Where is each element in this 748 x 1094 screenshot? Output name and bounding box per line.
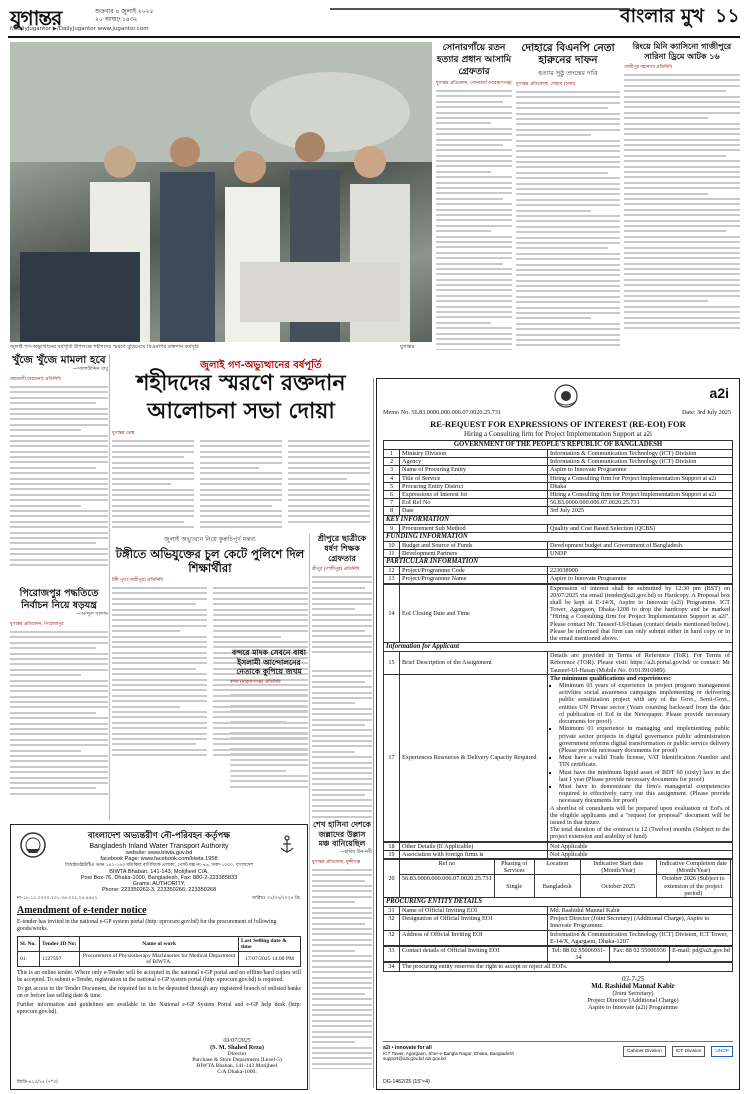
a2i-doc: [383, 440, 733, 1011]
a2i-code: DG-1462/25 (15"×4): [383, 1079, 430, 1085]
table-row: [384, 458, 733, 466]
body-khuje: [10, 386, 108, 576]
biwta-phone: Phone: 223350262-3, 223350266, 223350268: [101, 887, 217, 893]
social-links[interactable]: f/DailyJugantor ▶/DailyJugantor www.jugantor.com: [10, 26, 149, 32]
biwta-td-sl: 01.: [18, 952, 40, 967]
table-cell: 19: [384, 850, 400, 858]
table-row: [384, 550, 733, 558]
byline-tongi: টঙ্গী পূর্ব (গাজীপুর) প্রতিনিধি: [112, 578, 163, 583]
a2i-sched-c2: Bangladesh: [534, 875, 580, 898]
table-cell: Procurement Sub Method: [400, 524, 548, 532]
a2i-row17-tail-2: The total duration of the contract is 12 (Twelve) months (Subject to the project extension and arability of fund): [550, 826, 730, 841]
table-cell: Designation of Official Inviting EOI: [400, 915, 548, 930]
headline-pirojpur: পিরোজপুর পদ্ধতিতে নির্বাচন নিয়ে ষড়যন্ত্র: [19, 588, 99, 611]
headline-harun: দোহারে বিএনপি নেতা হারুনের দাফন: [521, 42, 615, 66]
table-cell: Hiring a Consulting firm for Project Implementation Support at a2i: [548, 491, 733, 499]
a2i-row34-text: The procuring entity reserves the right to accept or reject all EOI's.: [400, 963, 733, 971]
table-cell: Budget and Source of Funds: [400, 541, 548, 549]
a2i-row33-label: Contact details of Official Inviting EOI: [400, 946, 548, 961]
column-rule: [309, 534, 310, 1090]
a2i-row17-list: [559, 682, 730, 804]
table-cell: 32: [384, 915, 400, 930]
table-cell: 13: [384, 575, 400, 583]
table-cell: Association with foreign firms is: [400, 850, 548, 858]
table-cell: Not Applicable: [548, 842, 733, 850]
biwta-name-en: Bangladesh Inland Water Transport Authority: [89, 843, 229, 850]
table-row: [384, 859, 733, 897]
biwta-th-sl: Sl. No.: [18, 937, 40, 952]
table-cell: 31: [384, 906, 400, 914]
table-cell: Aspire to Innovate Programme: [548, 466, 733, 474]
biwta-signature-date: 03/07/2025: [223, 1038, 251, 1044]
table-row: [384, 915, 733, 930]
biwta-th-id: Tender ID No:: [40, 937, 80, 952]
table-cell: 12: [384, 567, 400, 575]
biwta-signer-title-4: C/A Dhaka-1000.: [217, 1069, 257, 1075]
byline-harun: যুগান্তর প্রতিবেদক, দোহার (ঢাকা): [516, 82, 576, 87]
a2i-sched-h0: Ref no: [400, 859, 495, 874]
a2i-footer-line-2: ICT Tower, Agargaon, Sher-e-Bangla Nagar, Dhaka, Bangladesh: [383, 1051, 515, 1056]
table-row: [384, 842, 733, 850]
table-row: [384, 482, 733, 490]
biwta-address-1: BIWTA Bhaban, 141-143, Motijheel C/A,: [109, 869, 209, 875]
biwta-emblem-icon: [19, 831, 47, 859]
biwta-address-bn: বিআইডব্লিউটিএ ভবন ১৪১-১৪৩ মতিঝিল বাণিজ্যিক এলাকা, পোস্ট বক্স নং-৭৬, ঢাকা-১০০০, বাংলাদেশ: [64, 863, 254, 868]
a2i-row14-label: EoI Closing Date and Time: [400, 584, 548, 643]
a2i-footer-line-3[interactable]: support@a2i.gov.bd a2i.gov.bd: [383, 1056, 446, 1061]
a2i-sched-c4: October 2026 (Subject to extension of the project period): [656, 875, 730, 898]
a2i-logo: a2i: [709, 385, 729, 401]
a2i-row33-fax: Fax: 88 02 55006936: [610, 946, 670, 961]
table-row: [384, 450, 733, 458]
body-banner: [112, 440, 370, 530]
masthead-rule: [330, 8, 630, 10]
a2i-schedule-head: [400, 859, 731, 874]
a2i-table-other: [383, 842, 733, 859]
a2i-table-row33: [383, 946, 733, 962]
story-harun: [516, 42, 620, 372]
biwta-signature-block: [177, 1038, 297, 1075]
table-cell: 7: [384, 499, 400, 507]
banner-headline: শহীদদের স্মরণে রক্তদান আলোচনা সভা দোয়া: [136, 371, 346, 424]
sub-pirojpur: —আব্দুল সালাম: [75, 611, 108, 617]
biwta-para-3: Further information and guidelines are available in the National e-GP System Portal and e-GP help desk (http: eprocure.gov.bd).: [17, 1002, 301, 1015]
biwta-signer-name: (S. M. Shahed Reza): [210, 1044, 264, 1051]
list-item: ▪ Must have a valid Trade license, VAT Identification Number and TIN certificate.: [559, 754, 730, 768]
a2i-signer-title-3: Aspire to Innovate (a2i) Programme: [588, 1003, 678, 1011]
a2i-row17-cell: [548, 674, 733, 841]
table-cell: 56.83.0000.000.006.07.0020.25.731: [548, 499, 733, 507]
a2i-table-general: [383, 449, 733, 516]
body-bandar: [230, 689, 308, 789]
table-cell: 6: [384, 491, 400, 499]
table-row: [384, 491, 733, 499]
table-cell: Project/Programme Name: [400, 575, 548, 583]
a2i-table-key: [383, 524, 733, 533]
a2i-sched-c1: Single: [494, 875, 534, 898]
date-line-1: শুক্রবার ৪ জুলাই ২০২৫: [95, 8, 154, 15]
headline-sreepur: শ্রীপুরে ছাত্রীকে ধর্ষণ শিক্ষক গ্রেফতার: [317, 534, 367, 563]
byline-bandar: বন্দর (নারায়ণগঞ্জ) প্রতিনিধি: [230, 679, 281, 685]
biwta-th-date: Last Selling date & time: [239, 937, 301, 952]
a2i-memo: Memo No. 56.83.0000.000.006.07.0020.25.731: [383, 409, 502, 416]
byline-sreepur: শ্রীপুর (গাজীপুর) প্রতিনিধি: [312, 567, 360, 572]
body-sarina: [624, 74, 740, 344]
table-row: [384, 674, 733, 841]
list-item: ▪ Minimum 01 experience in managing and implementing public private sector projects in digital governance public administration government reforms digital transformation or public service delivery (Please provide necessary documents for proof): [559, 725, 730, 754]
newspaper-logo: যুগান্তর: [10, 6, 62, 30]
a2i-sec-part: PARTICULAR INFORMATION: [383, 558, 733, 566]
table-row: [384, 930, 733, 945]
biwta-heading: Amendment of e-tender notice: [17, 905, 147, 916]
byline-pirojpur: যুগান্তর প্রতিবেদন, পিরোজপুর: [10, 622, 64, 627]
biwta-intro: E-tender has invited in the national e-GP system portal (http: eprocure.gov.bd) for the procurement of following goods/works.: [17, 919, 277, 932]
a2i-subtitle: Hiring a Consulting firm for Project Implementation Support at a2i: [464, 430, 652, 438]
a2i-table-row14: [383, 584, 733, 644]
table-cell: EoI Ref No: [400, 499, 548, 507]
table-row: [384, 946, 733, 961]
a2i-row17-label: Experiences Resources & Delivery Capacity Required: [400, 674, 548, 841]
byline-khuje: আমতলী (বরগুনা) প্রতিনিধি: [10, 377, 61, 382]
a2i-sched-h3: Indicative Start date (Month/Year): [580, 859, 656, 874]
table-row: [400, 875, 731, 898]
biwta-name-bn: বাংলাদেশ অভ্যন্তরীণ নৌ-পরিবহন কর্তৃপক্ষ: [87, 831, 231, 841]
headline-tongi: টঙ্গীতে অভিযুক্তের চুল কেটে পুলিশে দিল শিক্ষার্থীরা: [115, 547, 305, 575]
a2i-signature-date: 03-7-25: [621, 974, 645, 983]
a2i-date: Date: 3rd July 2025: [682, 409, 731, 416]
table-cell: 3: [384, 466, 400, 474]
a2i-table-row34: [383, 962, 733, 971]
a2i-schedule-table: [399, 859, 731, 898]
table-cell: 4: [384, 474, 400, 482]
a2i-row15-text: Details are provided in Terms of Reference (ToR). For Terms of Reference (TOR). Please visit: https://a2i.portal.gov.bd/ or contact: Mr Tauseef-Ul-Hasan (Mobile No. 01913916989).: [548, 652, 733, 675]
a2i-row15-no: 15: [384, 652, 400, 675]
table-row: [384, 541, 733, 549]
a2i-sec-fund: FUNDING INFORMATION: [383, 533, 733, 541]
subhead-harun: হত্যার সুষ্ঠু তদন্তের দাবি: [538, 69, 598, 77]
a2i-table-fund: [383, 541, 733, 558]
a2i-row17-no: 17: [384, 674, 400, 841]
a2i-table-proc: [383, 906, 733, 946]
table-row: [18, 952, 301, 967]
body-sreepur-cont: [312, 670, 372, 820]
a2i-row20-no: 20: [384, 859, 400, 897]
table-cell: Hiring a Consulting firm for Project Implementation Support at a2i: [548, 474, 733, 482]
ict-logo-icon: ICT Division: [672, 1046, 706, 1057]
byline-sonargaon: যুগান্তর প্রতিবেদন, সোনারগাঁ (নারায়ণগঞ্জ): [436, 81, 512, 86]
a2i-table-row15: [383, 651, 733, 841]
biwta-memo-row: [17, 895, 301, 903]
biwta-td-date: 17/07/2025 14.00 PM: [239, 952, 301, 967]
biwta-ad: [10, 824, 308, 1090]
story-sarina: [624, 42, 740, 372]
masthead: [0, 0, 748, 36]
table-cell: Development budget and Government of Bangladesh.: [548, 541, 733, 549]
biwta-table-head: [18, 937, 301, 952]
photo-scene: [10, 42, 432, 342]
bangladesh-emblem-icon: [553, 383, 579, 409]
a2i-gov-header: GOVERNMENT OF THE PEOPLE'S REPUBLIC OF BANGLADESH: [383, 440, 733, 449]
headline-hasina: শেখ হাসিনা দেশকে জল্লাদের উল্লাস মঞ্চ বানিয়েছিল: [313, 820, 371, 849]
body-sonargaon: [436, 90, 512, 350]
biwta-td-id: 1127597: [40, 952, 80, 967]
story-pirojpur: [10, 588, 108, 818]
top-photo-credit: যুগান্তর: [400, 344, 415, 350]
date-line-2: ২০ আষাঢ় ১৪৩২: [95, 16, 138, 23]
kicker-tongi: জুলাই অভ্যুত্থান নিয়ে কুরুচিপূর্ণ মন্তব্য: [164, 536, 256, 543]
byline-banner: যুগান্তর ডেস্ক: [112, 431, 135, 436]
top-photo: [10, 42, 432, 342]
top-photo-caption: জুলাই গণ-অভ্যুত্থানের বর্ষপূর্তি উপলক্ষে শহীদদের স্মরণে বুড়িচংয়ে বিএনপির রক্তদান কর্মসূচি: [10, 344, 200, 350]
a2i-row33-tel: Tel: 88 02 55006931-34: [548, 946, 610, 961]
table-cell: Ministry Division: [400, 450, 548, 458]
table-row: [384, 963, 733, 971]
headline-sonargaon: সোনারগাঁয়ে রতন হত্যার প্রধান আসামি গ্রেফতার: [436, 43, 512, 77]
table-cell: Address of Official Inviting EOI: [400, 930, 548, 945]
a2i-row33-no: 33: [384, 946, 400, 961]
headline-sarina: রিংয়ে মিনি ক্যাসিনো গাজীপুরে সারিনা ড্রিমে আটক ১৬: [632, 42, 732, 61]
banner-kicker: জুলাই গণ-অভ্যুত্থানের বর্ষপূর্তি: [200, 360, 322, 371]
table-cell: Name of Official Inviting EOI: [400, 906, 548, 914]
a2i-signer-name: Md. Rashidul Mannaf Kabir: [591, 982, 675, 990]
biwta-para-1: This is an online tender. Where only e-Tender will be accepted in the national e-GP portal and no offline/hard copies will be accepted. To submit e-Tender, registration in the national e-GP system portal (http: eprocure.gov.bd) is required.: [17, 970, 301, 983]
table-row: [384, 524, 733, 532]
sub-khuje: —সালাউদ্দিন বাবু: [72, 366, 108, 372]
cabinet-logo-icon: Cabinet Division: [623, 1046, 666, 1057]
a2i-row14-text: Expression of interest shall be submitted by 12:30 pm (BST) on 20/07/2025 via email (tender@a2i.gov.bd) or Hardcopy. A Proposal box shall be kept at E-14/X, Aspire to Innovate (a2i) Programme. ICT Tower, Agargaon, Dhaka-1208 to drop the hardcopy and be marked "Hiring a Consulting firm for Project Implementation Support at a2i". Please contact Mr. Tauseef-Ul-Hasan (contact details mentioned below). Please be informed that firm can only submit either in hard copy or in the email mentioned above.: [548, 584, 733, 643]
biwta-website[interactable]: website: www.biwta.gov.bd: [125, 850, 193, 856]
headline-khuje: খুঁজে খুঁজে মামলা হবে: [12, 354, 106, 366]
table-cell: Dhaka: [548, 482, 733, 490]
a2i-row17-tail-1: A shortlist of consultants will be prepared upon evaluation of EoI's of the eligible applicants and a "request for proposal" document will be issued in that future.: [550, 804, 730, 826]
a2i-footer-logos: [623, 1046, 733, 1057]
column-rule: [109, 354, 110, 820]
undp-logo-icon: UNDP: [711, 1046, 733, 1057]
table-cell: 8: [384, 507, 400, 515]
story-sonargaon: [436, 42, 512, 372]
a2i-footer-line-1: a2i • innovate for all: [383, 1045, 432, 1051]
table-row: [384, 499, 733, 507]
table-cell: Development Partners: [400, 550, 548, 558]
a2i-sec-proc: PROCURING ENTITY DETAILS: [383, 898, 733, 906]
table-cell: Agency: [400, 458, 548, 466]
table-cell: 32: [384, 930, 400, 945]
a2i-sched-c0: 56.83.0000.000.006.07.0020.25.731: [400, 875, 495, 898]
a2i-footer: [383, 1041, 733, 1071]
table-cell: Project Director (Joint Secretary) (Additional Charge), Aspire to Innovate Programme.: [548, 915, 733, 930]
table-cell: 223038900: [548, 567, 733, 575]
a2i-signer-title-2: Project Director (Additional Charge): [587, 996, 679, 1004]
table-cell: Project/Programme Code: [400, 567, 548, 575]
biwta-facebook[interactable]: facebook Page: www.facebook.com/biwta 1958: [100, 856, 218, 862]
table-cell: Information & Communication Technology (ICT) Division: [548, 458, 733, 466]
table-cell: 10: [384, 541, 400, 549]
page-number: ১১: [715, 5, 740, 27]
a2i-signer-title-1: (Joint Secretary): [612, 989, 654, 997]
table-row: [384, 474, 733, 482]
table-cell: Name of Procuring Entity: [400, 466, 548, 474]
section-title: বাংলার মুখ: [620, 5, 705, 27]
biwta-tender-table: [17, 936, 301, 967]
table-cell: 5: [384, 482, 400, 490]
table-cell: Procuring Entity District: [400, 482, 548, 490]
list-item: ▪ Must have the minimum liquid asset of BDT 60 (sixty) lace in the last 1 year (Please provide necessary documents for proof): [559, 769, 730, 783]
table-cell: Expressions of Interest for: [400, 491, 548, 499]
table-cell: 18: [384, 842, 400, 850]
a2i-sched-h4: Indicative Completion date (Month/Year): [656, 859, 730, 874]
biwta-signer-title-3: BIWTA Bhaban, 141-143 Motijheel: [196, 1063, 278, 1069]
a2i-row33-email[interactable]: E-mail: pd@a2i.gov.bd: [670, 946, 733, 961]
biwta-grams: Grams: AUTHORITY,: [132, 881, 186, 887]
body-sreepur: [312, 576, 372, 656]
story-khuje: [10, 354, 108, 584]
story-banner-body: [112, 430, 370, 530]
column-rule: [373, 378, 374, 1088]
biwta-anchor-icon: [275, 833, 299, 857]
a2i-sched-c3: October 2025: [580, 875, 656, 898]
biwta-th-work: Name of work: [80, 937, 239, 952]
a2i-sched-h2: Location: [534, 859, 580, 874]
table-cell: 9: [384, 524, 400, 532]
table-cell: Quality and Cost Based Selection (QCBS): [548, 524, 733, 532]
biwta-memo-date: তারিখঃ ০২/০৭/২০২৫ খ্রি.: [251, 896, 301, 901]
list-item: ▪ Must have to demonstrate the firm's managerial competencies required to effectively carry out this assignment. (Please provide necessary documents for proof): [559, 783, 730, 805]
a2i-ad: [376, 378, 740, 1090]
table-row: [384, 584, 733, 643]
a2i-row34-no: 34: [384, 963, 400, 971]
a2i-schedule-cell: [400, 859, 733, 897]
table-row: [384, 652, 733, 675]
a2i-sec-app: Information for Applicant: [383, 643, 733, 651]
biwta-signer-title-1: Director: [227, 1051, 247, 1057]
table-cell: Aspire to Innovate Programme: [548, 575, 733, 583]
table-cell: 3rd July 2025: [548, 507, 733, 515]
table-row: [384, 575, 733, 583]
table-cell: 2: [384, 458, 400, 466]
a2i-row14-no: 14: [384, 584, 400, 643]
a2i-sec-key: KEY INFORMATION: [383, 516, 733, 524]
table-row: [384, 906, 733, 914]
biwta-memo: নং-১৮.১১.০০০০.২০১.৩৬.০০২.২৫.৪৪৫২: [17, 896, 98, 901]
table-cell: Information & Communication Technology (ICT) Division, ICT Tower, E-14/X, Agargaon, Dhaka-1207: [548, 930, 733, 945]
a2i-sched-h1: Phasing of Services: [494, 859, 534, 874]
a2i-signature-block: [533, 975, 733, 1011]
body-harun: [516, 91, 620, 361]
table-cell: 1: [384, 450, 400, 458]
table-cell: Not Applicable: [548, 850, 733, 858]
table-row: [384, 466, 733, 474]
a2i-title: RE-REQUEST FOR EXPRESSIONS OF INTEREST (RE-EOI) FOR: [430, 419, 686, 429]
body-hasina: [312, 869, 372, 1069]
a2i-row15-label: Brief Description of the Assignment: [400, 652, 548, 675]
table-row: [384, 850, 733, 858]
table-cell: Date: [400, 507, 548, 515]
biwta-td-work: Procurement of Physiotherapy Machineries for Medical Department of BIWTA.: [80, 952, 239, 967]
headline-bandar: বন্দরে মাদক সেবনে বাধা ইসলামী আন্দোলনের নেতাকে কুপিয়ে জখম: [232, 648, 306, 677]
byline-sarina: গাজীপুর মহানগর প্রতিনিধি: [624, 65, 673, 70]
story-bandar: [230, 648, 308, 828]
body-pirojpur: [10, 631, 108, 801]
table-cell: Title of Service: [400, 474, 548, 482]
table-row: [384, 507, 733, 515]
a2i-table-row20: [383, 859, 733, 898]
a2i-table-part: [383, 566, 733, 583]
story-sreepur: [312, 534, 372, 669]
story-hasina: [312, 820, 372, 1090]
table-cell: 11: [384, 550, 400, 558]
a2i-row17-head: The minimum qualifications and experiences:: [550, 674, 671, 682]
biwta-address-2: Post Box-76, Dhaka-1000, Bangladesh, Fax: 880-2-223385833: [80, 875, 238, 881]
list-item: ▪ Minimum 03 years of experience in project program management activities social awareness campaigns implementing or delivering public sensitization project with any of the Govt., Semi-Govt., entities UN Private sector (Years counting backward from the date of publication of EoI in the Newspaper. Please provide necessary documents for proof): [559, 682, 730, 725]
table-cell: Information & Communication Technology (ICT) Division: [548, 450, 733, 458]
biwta-para-2: To get access to the Tender Document, the required fee is to be deposited through any registered branch of enlisted banks on or before last selling date & time.: [17, 986, 301, 999]
byline-hasina: যুগান্তর প্রতিবেদন, মুন্সীগঞ্জ: [312, 859, 361, 865]
masthead-underline: [8, 36, 740, 38]
biwta-footer-code: জিডি-৪১০/২৫ (৭*৩): [17, 1080, 58, 1085]
sub-hasina: —হাবিব উন-নবী: [339, 849, 372, 855]
biwta-signer-title-2: Purchase & Store Department (Level-5): [192, 1057, 282, 1063]
table-cell: Md. Rashidul Mannaf Kabir: [548, 906, 733, 914]
table-cell: Other Details (If Applicable): [400, 842, 548, 850]
table-row: [384, 567, 733, 575]
table-cell: UNDP: [548, 550, 733, 558]
